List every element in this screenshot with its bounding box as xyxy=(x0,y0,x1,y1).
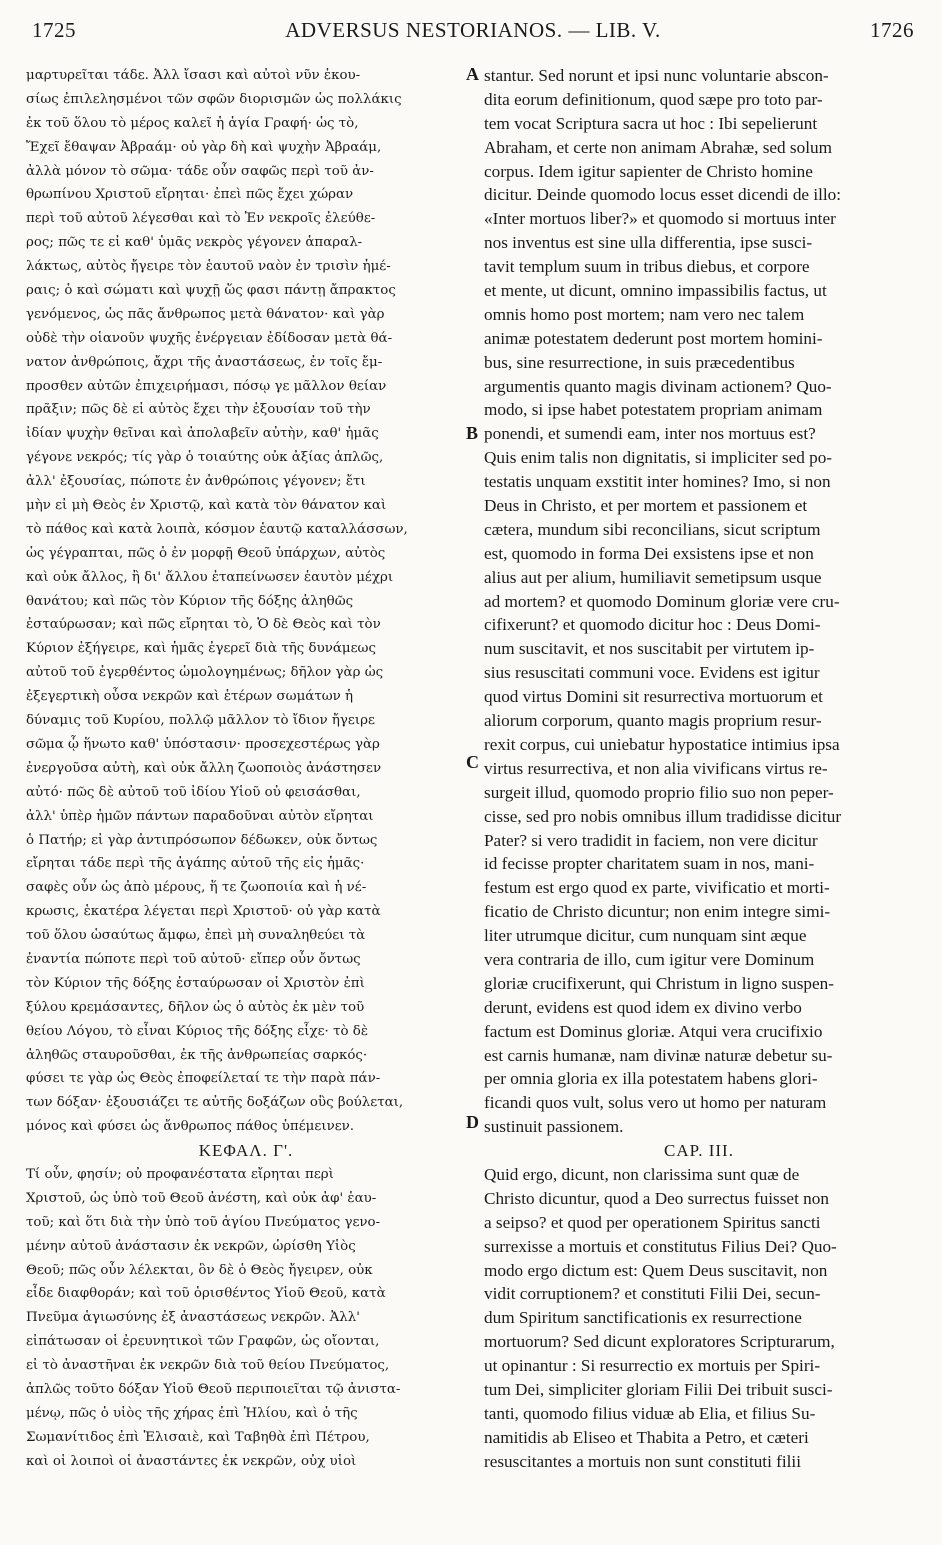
text-line: vidit corruptionem? et constituti Filii Dei, secun- xyxy=(484,1284,821,1304)
text-line: ἀληθῶς σταυροῦσθαι, ἐκ τῆς ἀνθρωπείας σαρκός· xyxy=(26,1047,368,1063)
text-line: Abraham, et certe non animam Abrahæ, sed solum xyxy=(484,137,832,157)
text-line: argumentis quanto magis divinam actionem? Quo- xyxy=(484,376,832,396)
text-line: σαφὲς οὖν ὡς ἀπὸ μέρους, ἥ τε ζωοποιία καὶ ἡ νέ- xyxy=(26,880,367,896)
latin-column xyxy=(484,64,914,1474)
text-line: θρωπίνου Χριστοῦ εἴρηται· ἐπεὶ πῶς ἔχει χώραν xyxy=(26,187,354,203)
text-line: dita eorum definitionum, quod sæpe pro toto par- xyxy=(484,89,823,109)
text-line: μὴν εἰ μὴ Θεὸς ἐν Χριστῷ, καὶ κατὰ τὸν θάνατον καὶ xyxy=(26,498,387,514)
margin-marker-b: B xyxy=(466,423,479,443)
text-line: ραις; ὁ καὶ σώματι καὶ ψυχῇ ὥς φασι πάντῃ ἄπρακτος xyxy=(26,283,396,299)
text-line: ad mortem? et quomodo Dominum gloriæ vere cru- xyxy=(484,591,840,611)
text-line: Πνεῦμα ἁγιωσύνης ἐξ ἀναστάσεως νεκρῶν. Ἀλλ' xyxy=(26,1310,360,1326)
text-line: ἰδίαν ψυχὴν θεῖναι καὶ ἀπολαβεῖν αὐτὴν, καθ' ἡμᾶς xyxy=(26,426,379,442)
text-line: cætera, mundum sibi reconcilians, sicut scriptum xyxy=(484,519,821,539)
text-line: aliorum corporum, quanto magis proprium resur- xyxy=(484,711,822,731)
text-line: vera contraria de illo, cum igitur vere Dominum xyxy=(484,949,815,969)
text-line: ἀλλ' ὑπὲρ ἡμῶν πάντων παραδοῦναι αὐτὸν εἴρηται xyxy=(26,808,374,824)
left-page-number: 1725 xyxy=(32,18,76,42)
text-line: νατον ἀνθρώποις, ἄχρι τῆς ἀναστάσεως, ἐν τοῖς ἔμ- xyxy=(26,354,383,370)
text-line: derunt, evidens est quod idem ex divino verbo xyxy=(484,997,802,1017)
text-line: Pater? si vero tradidit in faciem, non vere dicitur xyxy=(484,830,818,850)
text-line: mortuorum? Sed dicunt exploratores Scripturarum, xyxy=(484,1332,835,1352)
text-line: ficatio de Christo dicuntur; non enim integre simi- xyxy=(484,902,831,922)
text-line: Quis enim talis non dignitatis, si impliciter sed po- xyxy=(484,448,833,468)
text-line: μόνος καὶ φύσει ὡς ἄνθρωπος πάθος ὑπέμεινεν. xyxy=(26,1119,355,1135)
text-line: et mente, ut dicunt, omnino impassibilis factus, ut xyxy=(484,281,827,301)
text-line: tavit templum suum in tribus diebus, et corpore xyxy=(484,257,810,277)
text-line: Σωμανίτιδος ἐπὶ Ἐλισαιὲ, καὶ Ταβηθὰ ἐπὶ Πέτρου, xyxy=(26,1429,370,1445)
text-line: namitidis ab Eliseo et Thabita a Petro, et cæteri xyxy=(484,1427,809,1447)
text-line: Τί οὖν, φησίν; οὐ προφανέστατα εἴρηται περὶ xyxy=(26,1166,334,1182)
text-line: est, quomodo in forma Dei exsistens ipse et non xyxy=(484,543,814,563)
text-line: dicitur. Deinde quomodo locus esset dicendi de illo: xyxy=(484,185,842,205)
chapter-heading: ΚΕΦΑΛ. Γ'. xyxy=(198,1141,294,1161)
text-line: Θεοῦ; πῶς οὖν λέλεκται, ὃν δὲ ὁ Θεὸς ἤγειρεν, οὐκ xyxy=(26,1262,373,1278)
text-line: γενόμενος, ὡς πᾶς ἄνθρωπος μετὰ θάνατον· καὶ γὰρ xyxy=(26,306,385,322)
text-line: καὶ οἱ λοιποὶ οἱ ἀναστάντες ἐκ νεκρῶν, οὐχ υἱοὶ xyxy=(26,1453,357,1469)
text-line: Deus in Christo, et per mortem et passionem et xyxy=(484,496,808,516)
text-line: Quid ergo, dicunt, non clarissima sunt quæ de xyxy=(484,1164,800,1184)
text-line: sustinuit passionem. xyxy=(484,1117,624,1137)
greek-column xyxy=(26,64,466,1474)
text-line: modo ergo dictum est: Quem Deus suscitavit, non xyxy=(484,1260,828,1280)
text-line: tem vocat Scriptura sacra ut hoc : Ibi sepelierunt xyxy=(484,113,818,133)
text-line: quod virtus Domini sit resurrectiva mortuorum et xyxy=(484,687,823,707)
text-line: τοῦ ὅλου ὡσαύτως ἄμφω, ἐπεὶ μὴ συναληθεύει τὰ xyxy=(26,928,366,944)
text-line: Κύριον ἐξήγειρε, καὶ ἡμᾶς ἐγερεῖ διὰ τῆς δυνάμεως xyxy=(26,641,376,657)
text-line: αὐτοῦ τοῦ ἐγερθέντος ὡμολογημένως; δῆλον γὰρ ὡς xyxy=(26,665,384,681)
text-line: ἐνεργοῦσα αὐτὴ, καὶ οὐκ ἄλλη ζωοποιὸς ἀνάστησεν xyxy=(26,760,382,776)
text-line: μαρτυρεῖται τάδε. Ἀλλ ἴσασι καὶ αὐτοὶ νῦν ἑκου- xyxy=(26,68,361,83)
text-line: λάκτως, αὐτὸς ἤγειρε τὸν ἑαυτοῦ ναὸν ἐν τρισὶν ἡμέ- xyxy=(26,259,391,275)
text-line: εἰπάτωσαν οἱ ἐρευνητικοὶ τῶν Γραφῶν, ὡς οἴονται, xyxy=(26,1334,380,1350)
text-line: αὐτό· πῶς δὲ αὐτοῦ τοῦ ἰδίου Υἱοῦ οὐ φεισάσθαι, xyxy=(26,784,361,800)
text-line: ponendi, et sumendi eam, inter nos mortuus est? xyxy=(484,424,816,444)
text-line: ἁπλῶς τοῦτο δόξαν Υἱοῦ Θεοῦ περιποιεῖται τῷ ἀνιστα- xyxy=(26,1381,401,1397)
margin-marker-d: D xyxy=(466,1112,479,1132)
text-line: θανάτου; καὶ πῶς τὸν Κύριον τῆς δόξης ἀληθῶς xyxy=(26,593,354,609)
text-line: id fecisse propter charitatem suam in nos, mani- xyxy=(484,854,815,874)
text-line: ficandi quos vult, solus vero ut homo per naturam xyxy=(484,1093,827,1113)
text-line: nos inventus est sine ulla differentia, ipse susci- xyxy=(484,233,813,253)
text-line: resuscitantes a mortuis non sunt constituti filii xyxy=(484,1451,801,1471)
text-line: animæ potestatem dederunt post mortem homini- xyxy=(484,328,823,348)
right-page-number: 1726 xyxy=(870,18,914,42)
text-line: bus, sine resurrectione, in suis præcedentibus xyxy=(484,352,795,372)
text-line: γέγονε νεκρός; τίς γὰρ ὁ τοιαύτης οὐκ ἀξίας ἁπλῶς, xyxy=(26,450,384,466)
text-line: corpus. Idem igitur sapienter de Christo homine xyxy=(484,161,813,181)
text-line: φύσει τε γὰρ ὡς Θεὸς ἐποφείλεταί τε τὴν παρὰ πάν- xyxy=(26,1071,381,1087)
text-line: tum Dei, simpliciter gloriam Filii Dei tribuit susci- xyxy=(484,1379,833,1399)
text-line: modo, si ipse habet potestatem propriam animam xyxy=(484,400,823,420)
text-line: «Inter mortuos liber?» et quomodo si mortuus inter xyxy=(484,209,836,229)
text-line: Christo dicuntur, quod a Deo surrectus fuisset non xyxy=(484,1188,829,1208)
text-line: τὸ πάθος καὶ κατὰ λοιπὰ, κόσμον ἑαυτῷ καταλλάσσων, xyxy=(26,521,408,537)
text-line: πρᾶξιν; πῶς δὲ εἰ αὐτὸς ἔχει τὴν ἐξουσίαν τοῦ τὴν xyxy=(26,402,371,418)
text-line: cisse, sed pro nobis omnibus illum tradidisse dicitur xyxy=(484,806,842,826)
running-title: ADVERSUS NESTORIANOS. — LIB. V. xyxy=(285,18,661,42)
text-line: ρος; πῶς τε εἰ καθ' ὑμᾶς νεκρὸς γέγονεν ἀπαραλ- xyxy=(26,235,363,251)
text-line: surrexisse a mortuis et constitutus Filius Dei? Quo- xyxy=(484,1236,837,1256)
text-line: ἐκ τοῦ ὅλου τὸ μέρος καλεῖ ἡ ἁγία Γραφή· ὡς τὸ, xyxy=(26,115,359,131)
text-line: ὁ Πατήρ; εἰ γὰρ ἀντιπρόσωπον δέδωκεν, οὐκ ὄντως xyxy=(26,832,378,848)
text-line: stantur. Sed norunt et ipsi nunc voluntarie abscon- xyxy=(484,66,829,85)
text-line: factum est Dominus gloriæ. Atqui vera crucifixio xyxy=(484,1021,823,1041)
text-line: sius resuscitati communi voce. Evidens est igitur xyxy=(484,663,820,683)
text-line: κρωσις, ἑκατέρα λέγεται περὶ Χριστοῦ· οὐ γὰρ κατὰ xyxy=(26,904,381,920)
text-line: a seipso? et quod per operationem Spiritus sancti xyxy=(484,1212,821,1232)
text-line: cifixerunt? et quomodo dicitur hoc : Deus Domi- xyxy=(484,615,821,635)
text-line: μένην αὐτοῦ ἀνάστασιν ἐκ νεκρῶν, ὡρίσθη Υἱὸς xyxy=(26,1238,356,1254)
running-header xyxy=(32,18,914,58)
text-line: ὡς γέγραπται, πῶς ὁ ἐν μορφῇ Θεοῦ ὑπάρχων, αὐτὸς xyxy=(26,545,386,561)
margin-marker-a: A xyxy=(466,64,479,84)
text-line: τὸν Κύριον τῆς δόξης ἐσταύρωσαν οἱ Χριστὸν ἐπὶ xyxy=(26,975,365,991)
text-line: οὐδὲ τὴν οἱανοῦν ψυχῆς ἐνέργειαν ἐδίδοσαν μετὰ θά- xyxy=(26,330,393,346)
text-line: εἴρηται τάδε περὶ τῆς ἀγάπης αὐτοῦ τῆς εἰς ἡμᾶς· xyxy=(26,856,365,872)
text-line: ut opinantur : Si resurrectio ex mortuis per Spiri- xyxy=(484,1356,821,1376)
text-line: testatis unquam exstitit inter homines? Imo, si non xyxy=(484,472,831,492)
text-line: omnis homo post mortem; nam vero nec talem xyxy=(484,304,805,324)
text-line: festum est ergo quod ex parte, vivificatio et morti- xyxy=(484,878,830,898)
text-line: rexit corpus, cui uniebatur hypostatice intimius ipsa xyxy=(484,734,840,754)
text-line: liter utrumque dicitur, cum nunquam sint æque xyxy=(484,926,807,946)
text-line: ἐναντία πώποτε περὶ τοῦ αὐτοῦ· εἴπερ οὖν ὄντως xyxy=(26,951,361,967)
text-line: τοῦ; καὶ ὅτι διὰ τὴν ὑπὸ τοῦ ἁγίου Πνεύματος γενο- xyxy=(26,1214,381,1230)
text-line: num suscitavit, et nos suscitabit per virtutem ip- xyxy=(484,639,815,659)
text-line: ἀλλὰ μόνον τὸ σῶμα· τάδε οὖν σαφῶς περὶ τοῦ ἀν- xyxy=(26,163,374,179)
text-line: virtus resurrectiva, et non alia vivificans virtus re- xyxy=(484,758,828,778)
text-line: Χριστοῦ, ὡς ὑπὸ τοῦ Θεοῦ ἀνέστη, καὶ οὐκ ἀφ' ἑαυ- xyxy=(26,1190,377,1206)
text-line: περὶ τοῦ αὐτοῦ λέγεσθαι καὶ τὸ Ἐν νεκροῖς ἐλεύθε- xyxy=(26,211,376,227)
text-line: ἐξεγερτικὴ οὖσα νεκρῶν καὶ ἑτέρων σωμάτων ἡ xyxy=(26,689,354,705)
text-line: των δόξαν· ἐξουσιάζει τε αὐτῆς δοξάζων οὓς βούλεται, xyxy=(26,1095,404,1111)
text-line: σῶμα ᾧ ἥνωτο καθ' ὑπόστασιν· προσεχεστέρως γὰρ xyxy=(26,736,380,752)
text-line: προσθεν αὐτῶν ἐπιχειρήμασι, πόσῳ γε μᾶλλον θείαν xyxy=(26,378,387,394)
text-line: εἰ τὸ ἀναστῆναι ἐκ νεκρῶν διὰ τοῦ θείου Πνεύματος, xyxy=(26,1358,390,1374)
text-line: σίως ἐπιλελησμένοι τῶν σφῶν διορισμῶν ὡς πολλάκις xyxy=(26,91,402,107)
text-line: surgeit illud, quomodo proprio filio suo non peper- xyxy=(484,782,834,802)
text-line: alius aut per alium, humiliavit semetipsum usque xyxy=(484,567,822,587)
text-line: dum Spiritum sanctificationis ex resurrectione xyxy=(484,1308,802,1328)
margin-marker-c: C xyxy=(466,752,479,772)
text-line: per omnia gloria ex illa potestatem habens glori- xyxy=(484,1069,818,1089)
text-line: δύναμις τοῦ Κυρίου, πολλῷ μᾶλλον τὸ ἴδιον ἤγειρε xyxy=(26,713,375,729)
text-line: εἶδε διαφθοράν; καὶ τοῦ ὁρισθέντος Υἱοῦ Θεοῦ, κατὰ xyxy=(26,1286,386,1302)
chapter-heading: CAP. III. xyxy=(664,1141,734,1161)
text-line: καὶ οὐκ ἄλλος, ἢ δι' ἄλλου ἐταπείνωσεν ἑαυτὸν μέχρι xyxy=(26,569,394,585)
text-line: gloriæ crucifixerunt, qui Christum in ligno suspen- xyxy=(484,973,834,993)
text-line: ξύλου κρεμάσαντες, δῆλον ὡς ὁ αὐτὸς ἐκ μὲν τοῦ xyxy=(26,999,365,1015)
text-line: θείου Λόγου, τὸ εἶναι Κύριος τῆς δόξης εἶχε· τὸ δὲ xyxy=(26,1023,369,1039)
text-line: est carnis humanæ, nam divinæ naturæ debetur su- xyxy=(484,1045,833,1065)
text-line: tanti, quomodo filius viduæ ab Elia, et filius Su- xyxy=(484,1403,816,1423)
text-line: Ἔχεῖ ἔθαψαν Ἀβραάμ· οὐ γὰρ δὴ καὶ ψυχὴν Ἀβραάμ, xyxy=(26,139,382,155)
text-line: μένῳ, πῶς ὁ υἱὸς τῆς χήρας ἐπὶ Ἠλίου, καὶ ὁ τῆς xyxy=(26,1405,358,1421)
text-line: ἀλλ' ἐξουσίας, πώποτε ἐν ἀνθρώποις γέγονεν; ἔτι xyxy=(26,474,366,490)
text-line: ἐσταύρωσαν; καὶ πῶς εἴρηται τὸ, Ὁ δὲ Θεὸς καὶ τὸν xyxy=(26,617,381,633)
